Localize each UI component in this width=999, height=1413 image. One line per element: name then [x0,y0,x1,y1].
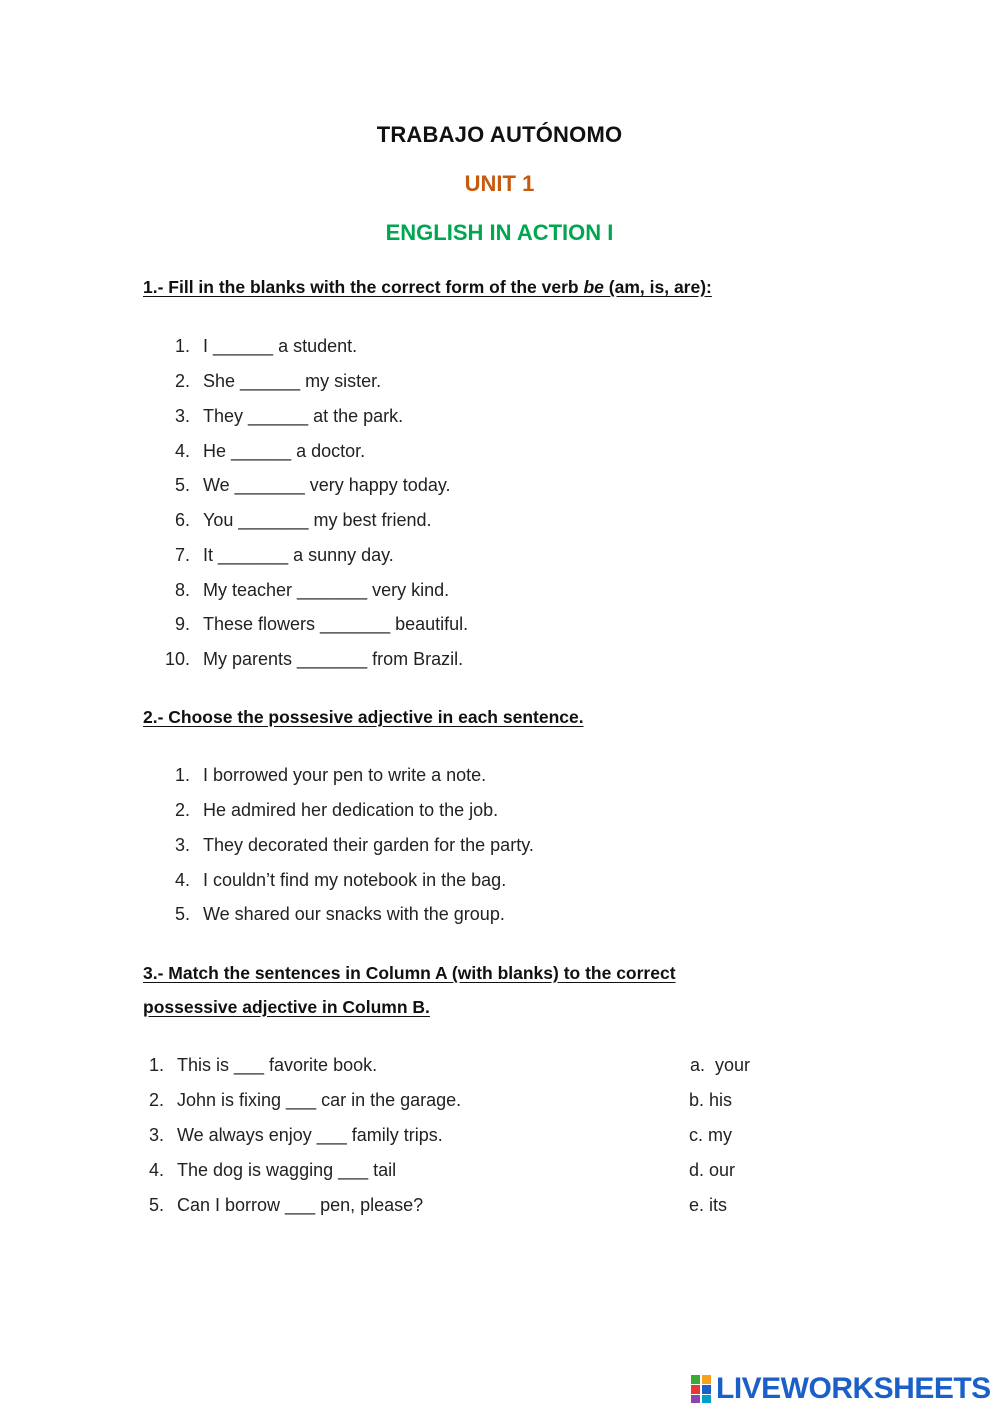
section2-heading: 2.- Choose the possesive adjective in each sentence. [143,707,584,727]
column-b-option: a. your [690,1055,751,1075]
section3-heading-line2: possessive adjective in Column B. [143,997,430,1017]
column-b-option: e. its [689,1195,728,1215]
column-b-option: c. my [689,1125,732,1145]
section1-heading: 1.- Fill in the blanks with the correct form of the verb be (am, is, are): [143,277,712,297]
liveworksheets-logo [690,1372,991,1406]
course-title: ENGLISH IN ACTION I [385,220,614,245]
worksheet-title: TRABAJO AUTÓNOMO [376,122,623,147]
column-b-option: d. our [689,1160,736,1180]
logo-text: LIVEWORKSHEETS [716,1372,991,1405]
liveworksheets-logo-icon [690,1374,712,1404]
section3-heading-line1: 3.- Match the sentences in Column A (with blanks) to the correct [143,963,676,983]
column-b-option: b. his [689,1090,733,1110]
unit-title: UNIT 1 [464,171,535,196]
